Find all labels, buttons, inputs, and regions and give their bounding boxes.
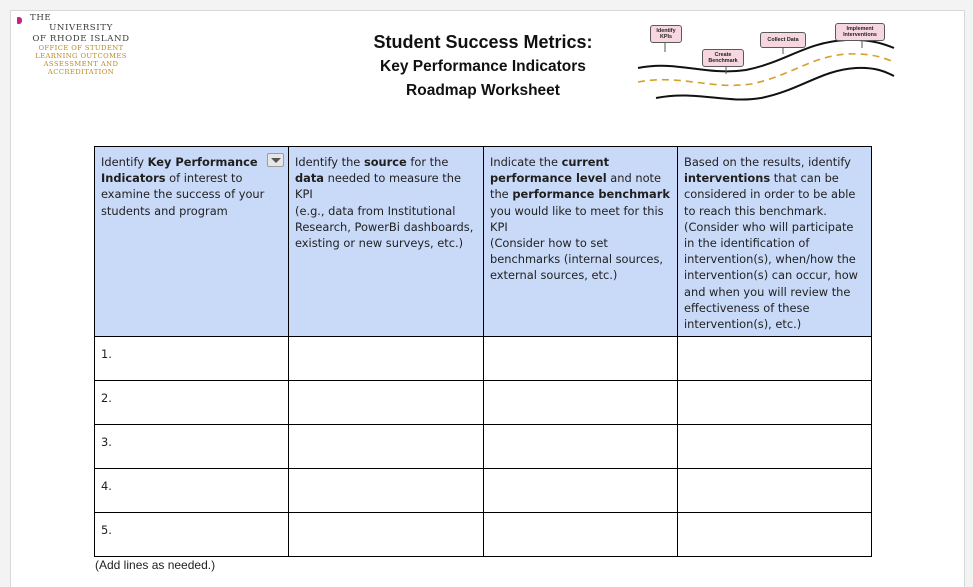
table-cell[interactable] <box>289 425 484 469</box>
table-cell[interactable] <box>678 337 872 381</box>
header-text: you would like to meet for this KPI <box>490 203 664 234</box>
header-text: Based on the results, identify <box>684 155 851 169</box>
header-text: Indicate the <box>490 155 562 169</box>
table-row <box>95 425 872 469</box>
kpi-worksheet-table <box>94 146 872 557</box>
table-cell[interactable] <box>678 513 872 557</box>
table-cell[interactable]: 2. <box>95 381 289 425</box>
table-cell[interactable] <box>484 425 678 469</box>
header-bold-text: performance benchmark <box>512 187 670 202</box>
header-bold-text: Key Performance Indicators <box>101 155 258 186</box>
comment-marker-icon[interactable] <box>17 17 22 24</box>
document-title <box>300 30 666 103</box>
header-text: Identify <box>101 155 148 169</box>
table-cell[interactable] <box>484 513 678 557</box>
table-row <box>95 469 872 513</box>
table-cell[interactable]: 5. <box>95 513 289 557</box>
table-cell[interactable] <box>289 381 484 425</box>
header-text: (e.g., data from Institutional Research, PowerBi dashboards, existing or new surveys, etc.) <box>295 203 474 251</box>
header-text: (Consider who will participate in the identification of intervention(s), when/how the intervention(s) can occur, how and when you will review the effectiveness of these intervention(s), etc.) <box>684 219 858 332</box>
header-text: of interest to examine the success of your students and program <box>101 171 265 218</box>
table-cell[interactable] <box>678 469 872 513</box>
table-row <box>95 381 872 425</box>
title-line-3: Roadmap Worksheet <box>406 82 560 99</box>
logo-line: ASSESSMENT AND <box>43 60 119 69</box>
header-cell-data-source[interactable] <box>289 147 484 337</box>
logo-line: ACCREDITATION <box>47 68 115 77</box>
table-cell[interactable] <box>678 381 872 425</box>
table-cell[interactable] <box>484 381 678 425</box>
header-bold-text: interventions <box>684 171 771 186</box>
table-row <box>95 513 872 557</box>
uri-logo <box>26 13 136 77</box>
logo-line: LEARNING OUTCOMES <box>35 52 127 61</box>
logo-line: UNIVERSITY <box>49 23 113 34</box>
table-row <box>95 337 872 381</box>
logo-line: OF RHODE ISLAND <box>32 33 130 44</box>
table-cell[interactable] <box>289 337 484 381</box>
title-line-2: Key Performance Indicators <box>380 58 586 75</box>
header-bold-text: current performance level <box>490 155 610 186</box>
dropdown-arrow-icon[interactable] <box>267 153 284 167</box>
table-cell[interactable] <box>484 337 678 381</box>
roadmap-sign-identify-kpis: Identify KPIs <box>650 25 682 43</box>
table-cell[interactable] <box>289 513 484 557</box>
title-line-1: Student Success Metrics: <box>373 32 593 52</box>
header-cell-kpi[interactable] <box>95 147 289 337</box>
table-cell[interactable] <box>678 425 872 469</box>
header-bold-text: data <box>295 171 324 186</box>
table-cell[interactable]: 1. <box>95 337 289 381</box>
table-cell[interactable]: 4. <box>95 469 289 513</box>
add-lines-note: (Add lines as needed.) <box>95 558 216 572</box>
header-text: and note the <box>490 171 662 202</box>
header-text: for the <box>406 155 449 169</box>
header-text: (Consider how to set benchmarks (internal sources, external sources, etc.) <box>490 236 664 283</box>
table-cell[interactable] <box>484 469 678 513</box>
header-cell-performance[interactable] <box>484 147 678 337</box>
table-cell[interactable]: 3. <box>95 425 289 469</box>
table-header-row <box>95 147 872 337</box>
logo-line: THE <box>30 13 52 23</box>
roadmap-sign-create-benchmark: Create Benchmark <box>702 49 744 67</box>
header-text: needed to measure the KPI <box>295 171 461 202</box>
roadmap-sign-implement-interventions: Implement Interventions <box>835 23 885 41</box>
table-cell[interactable] <box>289 469 484 513</box>
roadmap-graphic <box>636 18 896 104</box>
header-text: that can be considered in order to be able to reach this benchmark. <box>684 171 856 218</box>
header-bold-text: source <box>363 155 407 169</box>
header-text: Identify the <box>295 155 364 169</box>
roadmap-sign-collect-data: Collect Data <box>760 32 806 48</box>
header-cell-interventions[interactable] <box>678 147 872 337</box>
logo-line: OFFICE OF STUDENT <box>38 43 124 52</box>
